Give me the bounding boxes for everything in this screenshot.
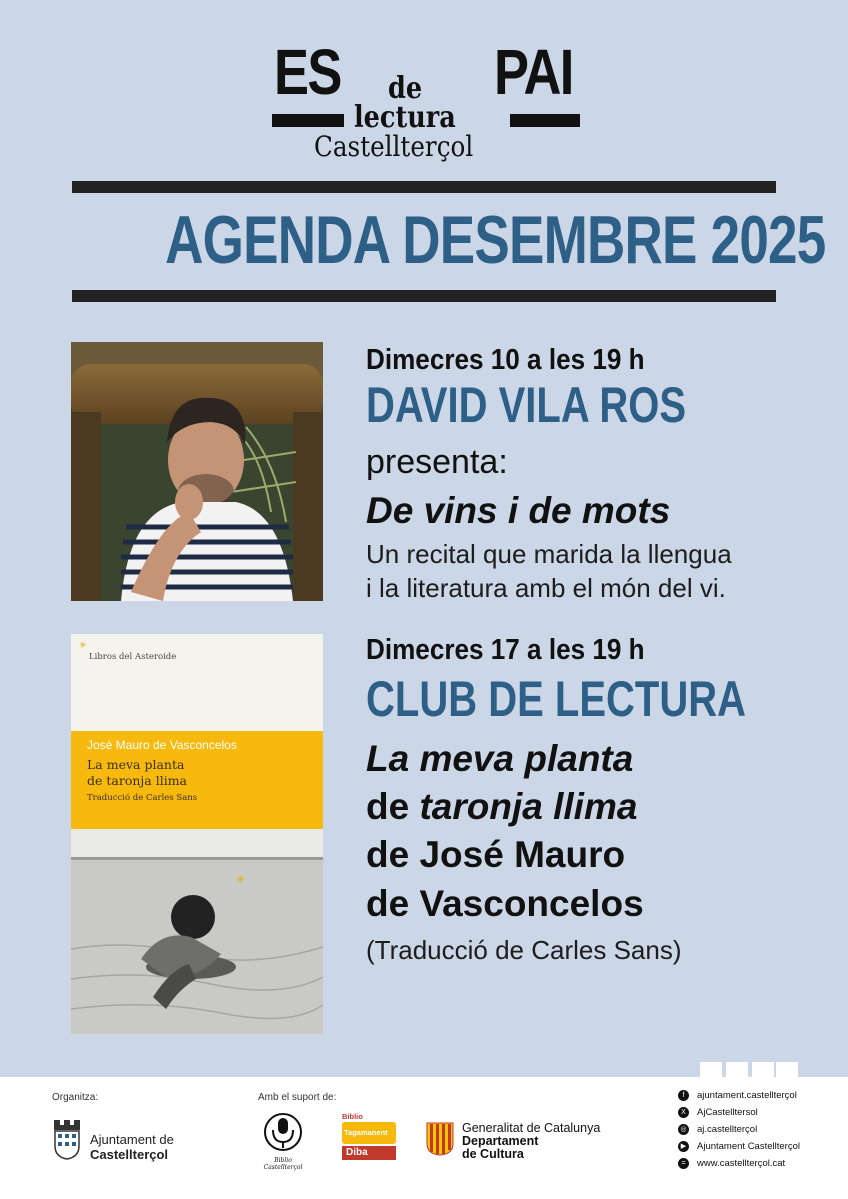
event-description-line: i la literatura amb el món del vi. xyxy=(366,573,726,603)
book-author: José Mauro de Vasconcelos xyxy=(87,738,237,752)
footer-tab xyxy=(752,1062,774,1077)
web-icon: = xyxy=(678,1158,689,1169)
youtube-icon: ▶ xyxy=(678,1141,689,1152)
bus-icon: Tagamanent xyxy=(342,1122,396,1144)
event-title-line: de taronja llima xyxy=(366,786,638,827)
event-date: Dimecres 17 a les 19 h xyxy=(366,634,645,666)
author-photo-image xyxy=(71,342,323,601)
book-translator: Traducció de Carles Sans xyxy=(87,793,198,803)
suport-label: Amb el suport de: xyxy=(258,1092,337,1103)
instagram-icon: ◎ xyxy=(678,1124,689,1135)
facebook-icon: f xyxy=(678,1090,689,1101)
diba-label: Diba xyxy=(346,1147,368,1158)
event-speaker: DAVID VILA ROS xyxy=(366,377,687,433)
espai-lectura-logo xyxy=(270,36,582,165)
page-title: AGENDA DESEMBRE 2025 xyxy=(165,202,826,278)
event-verb: presenta: xyxy=(366,443,508,481)
logo-place: Castellterçol xyxy=(314,130,474,163)
book-title-line: de taronja llima xyxy=(87,773,187,788)
book-cover-photo xyxy=(71,829,323,1034)
footer-tab xyxy=(700,1062,722,1077)
social-link-x[interactable]: X AjCastelltersol xyxy=(678,1107,758,1118)
event-author-line: de José Mauro xyxy=(366,834,626,875)
footer-tab xyxy=(726,1062,748,1077)
social-link-web[interactable]: = www.castellterçol.cat xyxy=(678,1158,785,1169)
organitza-label: Organitza: xyxy=(52,1092,99,1103)
event-description-line: Un recital que marida la llengua xyxy=(366,539,732,569)
book-title-line: La meva planta xyxy=(87,757,185,772)
event-author-line: de Vasconcelos xyxy=(366,883,644,924)
generalitat-shield-icon xyxy=(426,1122,454,1156)
event-name: CLUB DE LECTURA xyxy=(366,671,746,727)
ajuntament-crest-icon xyxy=(52,1120,82,1160)
logo-lectura: lectura xyxy=(354,100,456,135)
social-link-facebook[interactable]: f ajuntament.castellterçol xyxy=(678,1090,797,1101)
book-publisher: Libros del Asteroide xyxy=(89,652,177,662)
ajuntament-name: Ajuntament de Castellterçol xyxy=(90,1132,174,1162)
event-title-line: La meva planta xyxy=(366,738,634,779)
svg-text:✳: ✳ xyxy=(236,873,246,886)
book-cover xyxy=(71,634,323,1034)
social-link-instagram[interactable]: ◎ aj.castellterçol xyxy=(678,1124,757,1135)
footer-tab xyxy=(776,1062,798,1077)
social-link-youtube[interactable]: ▶ Ajuntament Castellterçol xyxy=(678,1141,800,1152)
x-icon: X xyxy=(678,1107,689,1118)
header-rule-bottom xyxy=(72,290,776,302)
biblio-castellterçol-logo: Biblio Castellterçol xyxy=(258,1112,308,1164)
star-icon: ✳ xyxy=(79,640,87,650)
logo-pai: PAI xyxy=(494,36,573,108)
author-photo xyxy=(71,342,323,601)
generalitat-name: Generalitat de Catalunya Departament de Cultura xyxy=(462,1121,601,1161)
event-date: Dimecres 10 a les 19 h xyxy=(366,344,645,376)
logo-bar-left xyxy=(272,114,344,127)
book-title-band xyxy=(71,731,323,829)
logo-es: ES xyxy=(274,36,341,108)
logo-de: de xyxy=(388,71,423,106)
event-translation: (Traducció de Carles Sans) xyxy=(366,935,682,965)
bibliobus-logo: Biblio Tagamanent Diba xyxy=(342,1112,396,1162)
header-rule-top xyxy=(72,181,776,193)
event-title: De vins i de mots xyxy=(366,490,671,531)
logo-bar-right xyxy=(510,114,580,127)
microphone-icon xyxy=(258,1112,308,1152)
